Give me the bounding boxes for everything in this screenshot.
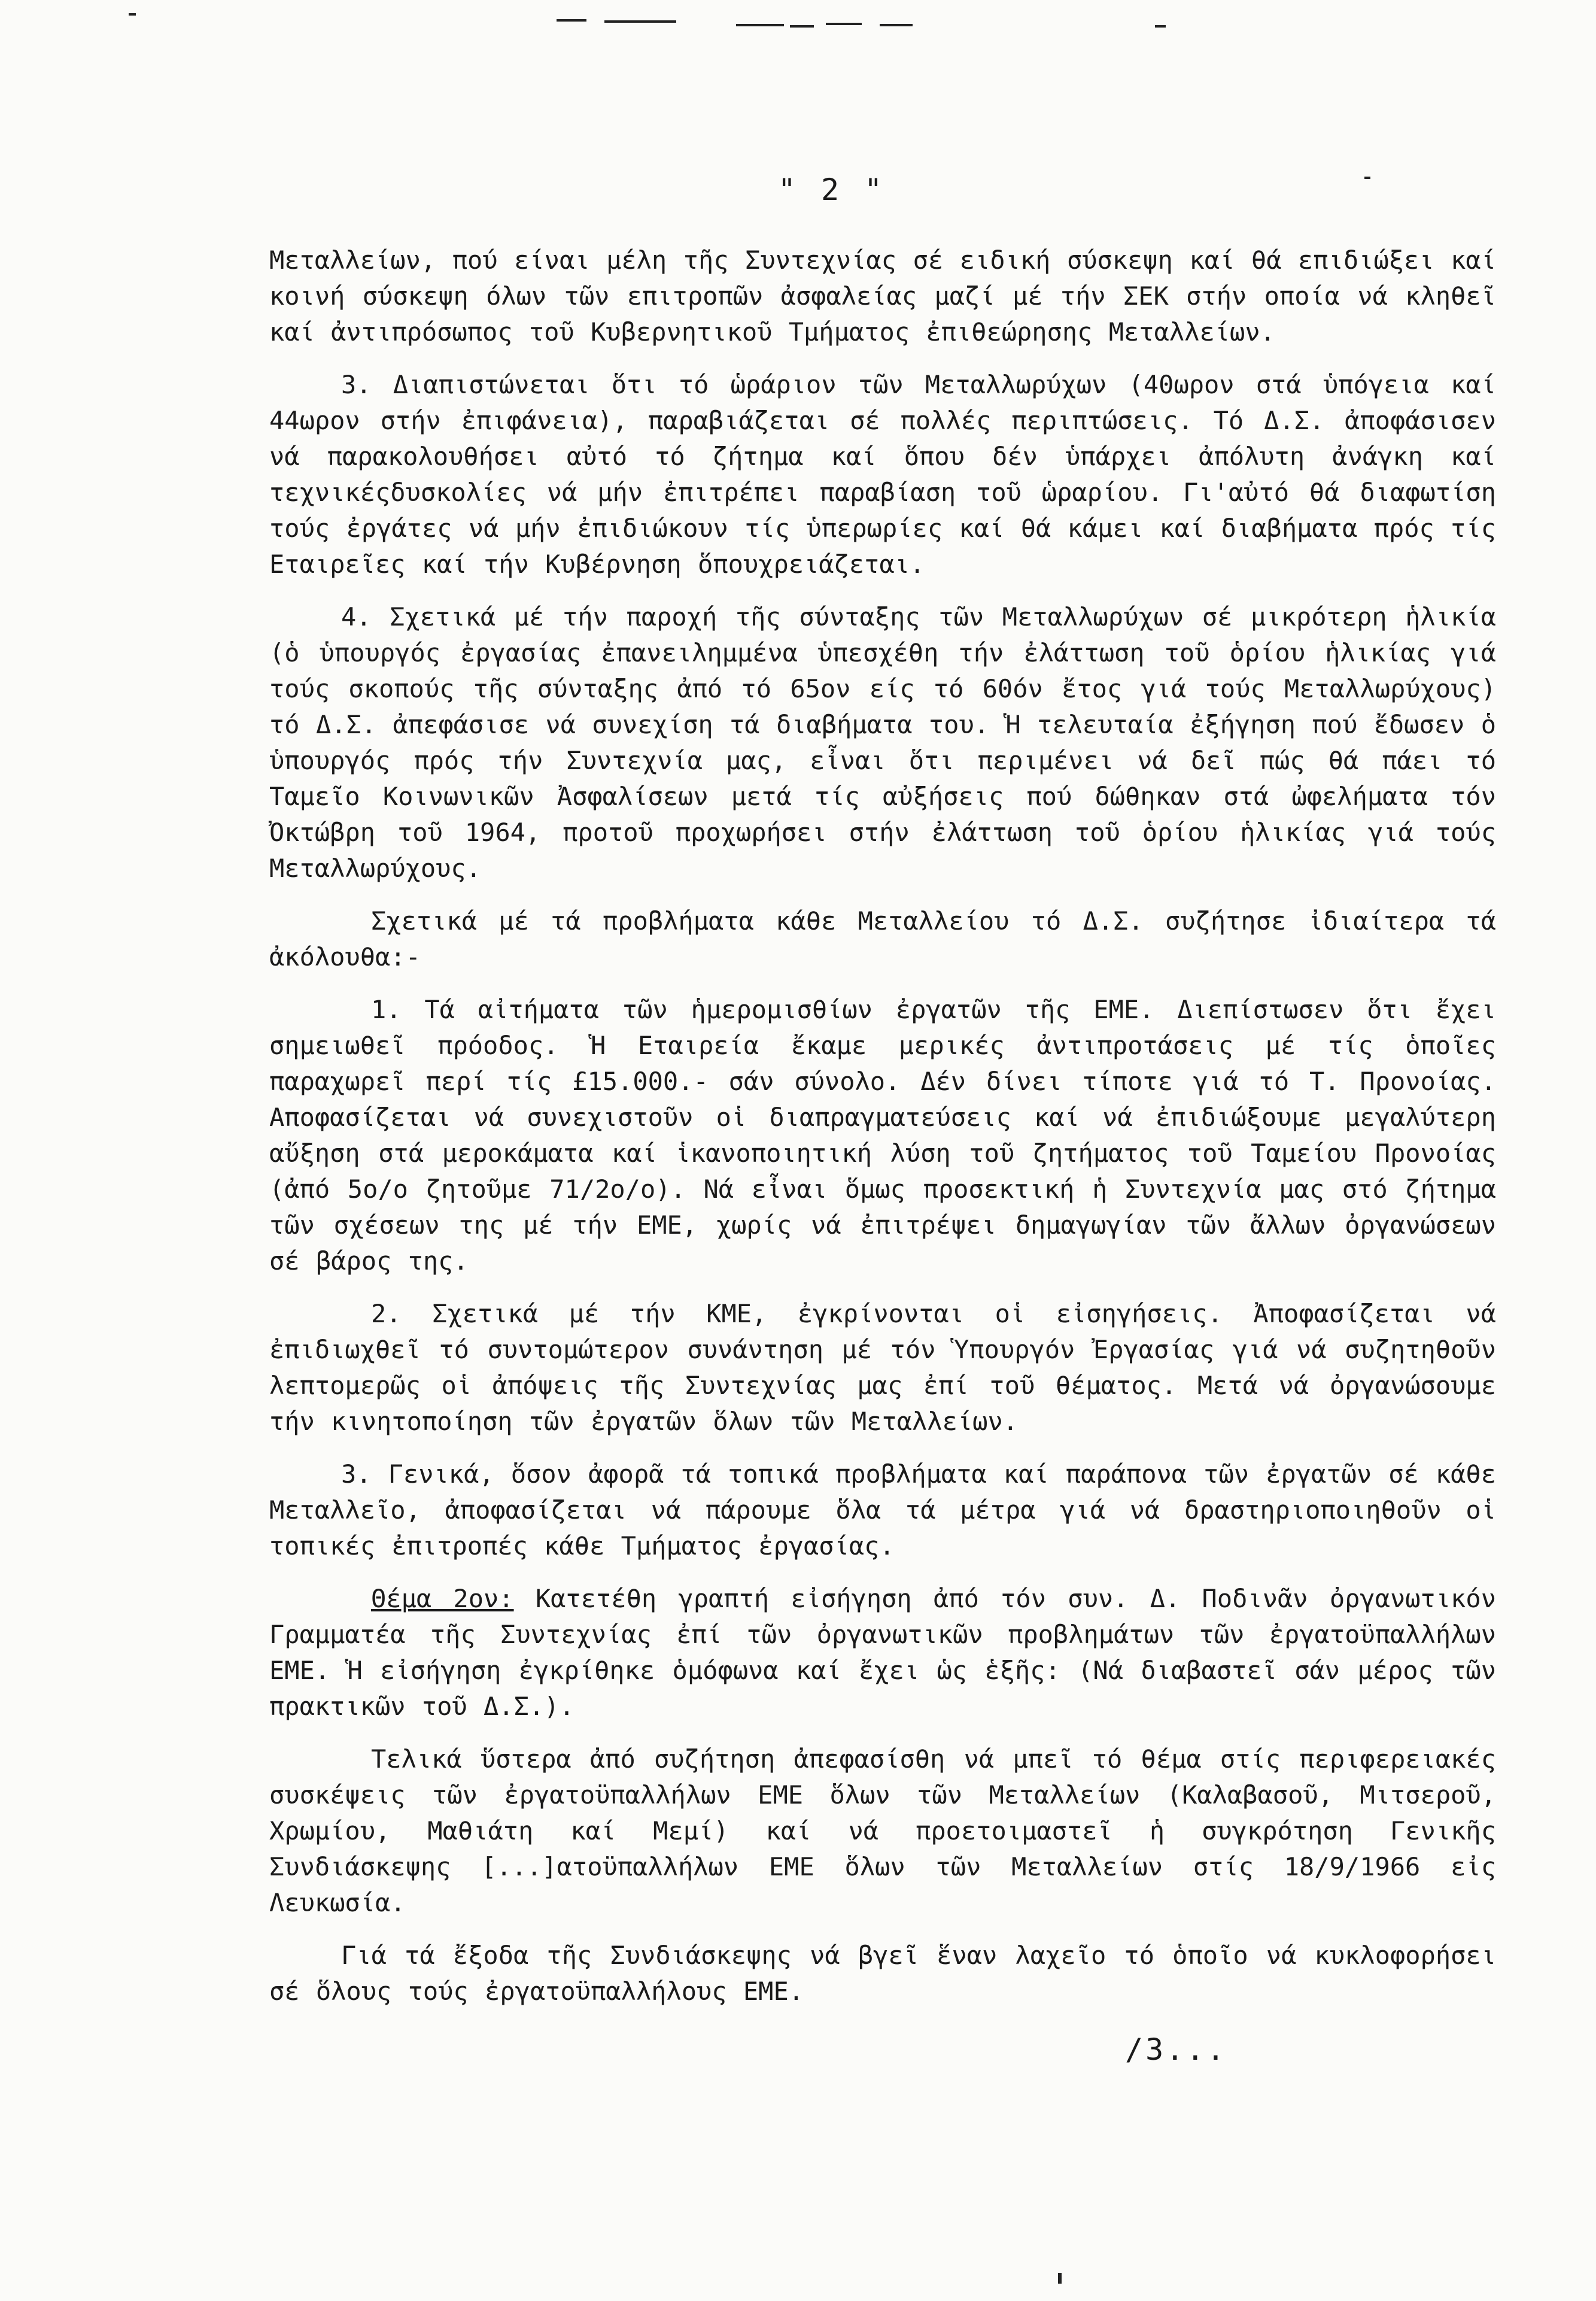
paragraph: 4. Σχετικά μέ τήν παροχή τῆς σύνταξης τῶν Μεταλλωρύχων σέ μικρότερη ἡλικία (ὁ ὑπουργός ἐργασίας ἐπανειλημμένα ὑπεσχέθη τήν ἐλάττωση τοῦ ὁρίου ἡλικίας γιά τούς σκοπούς τῆς σύνταξης ἀπό τό 65ον είς τό 60όν ἔτος γιά τούς Μεταλλωρύχους) τό Δ.Σ. ἀπεφάσισε νά συνεχίση τά διαβήματα του. Ἡ τελευταία ἐξήγηση πού ἔδωσεν ὁ ὑπουργός πρός τήν Συντεχνία μας, εἶναι ὅτι περιμένει νά δεῖ πώς θά πάει τό Ταμεῖο Κοινωνικῶν Ἀσφαλίσεων μετά τίς αὐξήσεις πού δώθηκαν στά ὠφελήματα τόν Ὀκτώβρη τοῦ 1964, προτοῦ προχωρήσει στήν ἐλάττωση τοῦ ὁρίου ἡλικίας γιά τούς Μεταλλωρύχους. xyxy=(269,602,1496,883)
paragraph: Τελικά ὕστερα ἀπό συζήτηση ἀπεφασίσθη νά μπεῖ τό θέμα στίς περιφερειακές συσκέψεις τῶν ἐργατοϋπαλλήλων ΕΜΕ ὅλων τῶν Μεταλλείων (Καλαβασοῦ, Μιτσεροῦ, Χρωμίου, Μαθιάτη καί Μεμί) καί νά προετοιμαστεῖ ἡ συγκρότηση Γενικῆς Συνδιάσκεψης [...]ατοϋπαλλήλων ΕΜΕ ὅλων τῶν Μεταλλείων στίς 18/9/1966 εἰς Λευκωσία. xyxy=(269,1744,1496,1917)
theme-2-text: Κατετέθη γραπτή εἰσήγηση ἀπό τόν συν. Δ. Ποδινᾶν ὀργανωτικόν Γραμματέα τῆς Συντεχνίας ἐπί τῶν ὀργανωτικῶν προβλημάτων τῶν ἐργατοϋπαλλήλων ΕΜΕ. Ἡ εἰσήγηση ἐγκρίθηκε ὁμόφωνα καί ἔχει ὡς ἑξῆς: (Νά διαβαστεῖ σάν μέρος τῶν πρακτικῶν τοῦ Δ.Σ.). xyxy=(269,1584,1496,1721)
paragraph: Μεταλλείων, πού είναι μέλη τῆς Συντεχνίας σέ ειδική σύσκεψη καί θά επιδιώξει καί κοινή σύσκεψη όλων τῶν επιτροπῶν ἀσφαλείας μαζί μέ τήν ΣΕΚ στήν οποία νά κληθεῖ καί ἀντιπρόσωπος τοῦ Κυβερνητικοῦ Τμήματος ἐπιθεώρησης Μεταλλείων. xyxy=(269,245,1496,347)
document-body xyxy=(269,242,1496,2026)
paragraph: 1. Τά αἰτήματα τῶν ἡμερομισθίων ἐργατῶν τῆς ΕΜΕ. Διεπίστωσεν ὅτι ἔχει σημειωθεῖ πρόοδος. Ἡ Εταιρεία ἔκαμε μερικές ἀντιπροτάσεις μέ τίς ὁποῖες παραχωρεῖ περί τίς £15.000.- σάν σύνολο. Δέν δίνει τίποτε γιά τό Τ. Προνοίας. Αποφασίζεται νά συνεχιστοῦν οἱ διαπραγματεύσεις καί νά ἐπιδιώξουμε μεγαλύτερη αὔξηση στά μεροκάματα καί ἱκανοποιητική λύση τοῦ ζητήματος τοῦ Ταμείου Προνοίας (ἀπό 5ο/ο ζητοῦμε 71/2ο/ο). Νά εἶναι ὅμως προσεκτική ἡ Συντεχνία μας στό ζήτημα τῶν σχέσεων της μέ τήν ΕΜΕ, χωρίς νά ἐπιτρέψει δημαγωγίαν τῶν ἄλλων ὀργανώσεων σέ βάρος της. xyxy=(269,995,1496,1276)
paragraph: 3. Διαπιστώνεται ὅτι τό ὡράριον τῶν Μεταλλωρύχων (40ωρον στά ὑπόγεια καί 44ωρον στήν ἐπιφάνεια), παραβιάζεται σέ πολλές περιπτώσεις. Τό Δ.Σ. ἀποφάσισεν νά παρακολουθήσει αὐτό τό ζήτημα καί ὅπου δέν ὑπάρχει ἀπόλυτη ἀνάγκη καί τεχνικέςδυσκολίες νά μήν ἐπιτρέπει παραβίαση τοῦ ὡραρίου. Γι'αὐτό θά διαφωτίση τούς ἐργάτες νά μήν ἐπιδιώκουν τίς ὑπερωρίες καί θά κάμει καί διαβήματα πρός τίς Εταιρεῖες καί τήν Κυβέρνηση ὅπουχρειάζεται. xyxy=(269,370,1496,579)
paragraph: Γιά τά ἔξοδα τῆς Συνδιάσκεψης νά βγεῖ ἕναν λαχεῖο τό ὁποῖο νά κυκλοφορήσει σέ ὅλους τούς ἐργατοϋπαλλήλους ΕΜΕ. xyxy=(269,1941,1496,2006)
theme-2-label: Θέμα 2ον: xyxy=(371,1584,514,1613)
theme-2-paragraph xyxy=(269,1581,1496,1725)
page-number: " 2 " xyxy=(777,172,886,207)
paragraph: Σχετικά μέ τά προβλήματα κάθε Μεταλλείου τό Δ.Σ. συζήτησε ἰδιαίτερα τά ἀκόλουθα:- xyxy=(269,906,1496,972)
paragraph: 2. Σχετικά μέ τήν ΚΜΕ, ἐγκρίνονται οἱ εἰσηγήσεις. Ἀποφασίζεται νά ἐπιδιωχθεῖ τό συντομώτερον συνάντηση μέ τόν Ὑπουργόν Ἐργασίας γιά νά συζητηθοῦν λεπτομερῶς οἱ ἀπόψεις τῆς Συντεχνίας μας ἐπί τοῦ θέματος. Μετά νά ὀργανώσουμε τήν κινητοποίηση τῶν ἐργατῶν ὅλων τῶν Μεταλλείων. xyxy=(269,1299,1496,1436)
paragraph: 3. Γενικά, ὅσον ἀφορᾶ τά τοπικά προβλήματα καί παράπονα τῶν ἐργατῶν σέ κάθε Μεταλλεῖο, ἀποφασίζεται νά πάρουμε ὅλα τά μέτρα γιά νά δραστηριοποιηθοῦν οἱ τοπικές ἐπιτροπές κάθε Τμήματος ἐργασίας. xyxy=(269,1459,1496,1561)
page-continuation: /3... xyxy=(1125,2032,1227,2067)
